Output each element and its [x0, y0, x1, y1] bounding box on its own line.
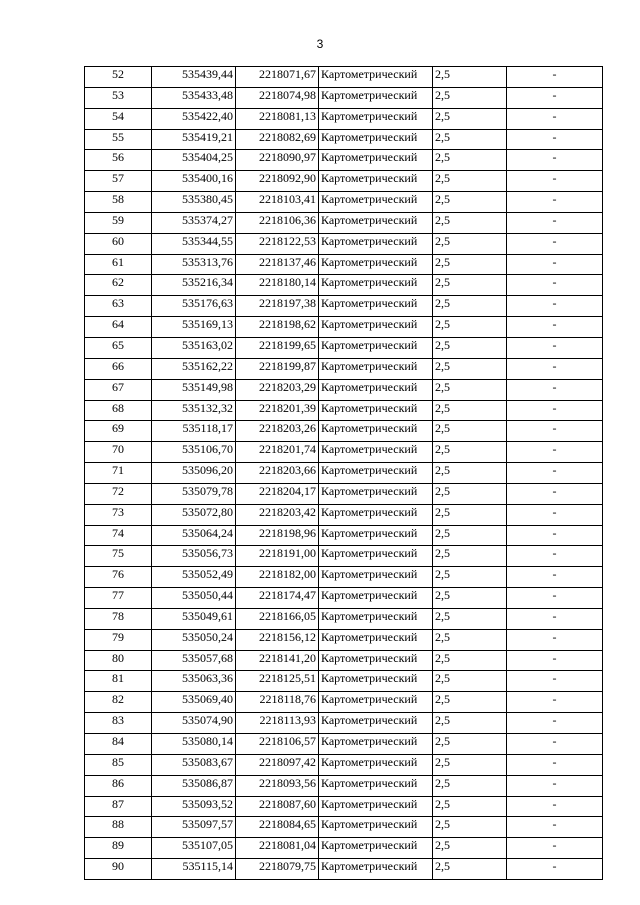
accuracy-cell: 2,5	[433, 296, 507, 317]
accuracy-cell: 2,5	[433, 150, 507, 171]
accuracy-cell: 2,5	[433, 379, 507, 400]
y-coordinate-cell: 2218082,69	[236, 129, 319, 150]
point-number-cell: 86	[85, 775, 152, 796]
x-coordinate-cell: 535093,52	[152, 796, 236, 817]
x-coordinate-cell: 535163,02	[152, 337, 236, 358]
note-cell: -	[507, 567, 603, 588]
accuracy-cell: 2,5	[433, 233, 507, 254]
point-number-cell: 53	[85, 87, 152, 108]
table-row	[85, 400, 603, 421]
note-cell: -	[507, 463, 603, 484]
y-coordinate-cell: 2218071,67	[236, 67, 319, 88]
table-row	[85, 754, 603, 775]
x-coordinate-cell: 535422,40	[152, 108, 236, 129]
note-cell: -	[507, 775, 603, 796]
point-number-cell: 90	[85, 859, 152, 880]
y-coordinate-cell: 2218174,47	[236, 588, 319, 609]
accuracy-cell: 2,5	[433, 692, 507, 713]
note-cell: -	[507, 588, 603, 609]
y-coordinate-cell: 2218125,51	[236, 671, 319, 692]
method-cell: Картометрический	[319, 421, 433, 442]
point-number-cell: 74	[85, 525, 152, 546]
point-number-cell: 84	[85, 734, 152, 755]
point-number-cell: 78	[85, 608, 152, 629]
x-coordinate-cell: 535380,45	[152, 192, 236, 213]
note-cell: -	[507, 358, 603, 379]
x-coordinate-cell: 535052,49	[152, 567, 236, 588]
point-number-cell: 71	[85, 463, 152, 484]
note-cell: -	[507, 67, 603, 88]
table-row	[85, 442, 603, 463]
method-cell: Картометрический	[319, 87, 433, 108]
note-cell: -	[507, 275, 603, 296]
table-row	[85, 504, 603, 525]
point-number-cell: 66	[85, 358, 152, 379]
note-cell: -	[507, 317, 603, 338]
accuracy-cell: 2,5	[433, 838, 507, 859]
table-row	[85, 129, 603, 150]
page-number: 3	[316, 37, 324, 51]
accuracy-cell: 2,5	[433, 567, 507, 588]
method-cell: Картометрический	[319, 483, 433, 504]
coordinates-table-body	[85, 67, 603, 880]
table-row	[85, 546, 603, 567]
x-coordinate-cell: 535049,61	[152, 608, 236, 629]
x-coordinate-cell: 535404,25	[152, 150, 236, 171]
accuracy-cell: 2,5	[433, 358, 507, 379]
y-coordinate-cell: 2218180,14	[236, 275, 319, 296]
method-cell: Картометрический	[319, 546, 433, 567]
note-cell: -	[507, 212, 603, 233]
note-cell: -	[507, 337, 603, 358]
note-cell: -	[507, 838, 603, 859]
method-cell: Картометрический	[319, 254, 433, 275]
note-cell: -	[507, 171, 603, 192]
x-coordinate-cell: 535419,21	[152, 129, 236, 150]
method-cell: Картометрический	[319, 775, 433, 796]
method-cell: Картометрический	[319, 859, 433, 880]
y-coordinate-cell: 2218203,42	[236, 504, 319, 525]
table-row	[85, 796, 603, 817]
x-coordinate-cell: 535433,48	[152, 87, 236, 108]
accuracy-cell: 2,5	[433, 608, 507, 629]
point-number-cell: 77	[85, 588, 152, 609]
table-row	[85, 775, 603, 796]
note-cell: -	[507, 754, 603, 775]
point-number-cell: 69	[85, 421, 152, 442]
method-cell: Картометрический	[319, 275, 433, 296]
note-cell: -	[507, 483, 603, 504]
y-coordinate-cell: 2218156,12	[236, 629, 319, 650]
y-coordinate-cell: 2218203,29	[236, 379, 319, 400]
accuracy-cell: 2,5	[433, 817, 507, 838]
point-number-cell: 67	[85, 379, 152, 400]
note-cell: -	[507, 546, 603, 567]
note-cell: -	[507, 233, 603, 254]
table-row	[85, 379, 603, 400]
accuracy-cell: 2,5	[433, 317, 507, 338]
note-cell: -	[507, 608, 603, 629]
note-cell: -	[507, 650, 603, 671]
table-row	[85, 650, 603, 671]
coordinates-table	[84, 66, 603, 880]
method-cell: Картометрический	[319, 608, 433, 629]
accuracy-cell: 2,5	[433, 400, 507, 421]
accuracy-cell: 2,5	[433, 67, 507, 88]
table-row	[85, 421, 603, 442]
method-cell: Картометрический	[319, 629, 433, 650]
y-coordinate-cell: 2218182,00	[236, 567, 319, 588]
point-number-cell: 81	[85, 671, 152, 692]
x-coordinate-cell: 535106,70	[152, 442, 236, 463]
y-coordinate-cell: 2218204,17	[236, 483, 319, 504]
x-coordinate-cell: 535149,98	[152, 379, 236, 400]
x-coordinate-cell: 535050,44	[152, 588, 236, 609]
accuracy-cell: 2,5	[433, 734, 507, 755]
y-coordinate-cell: 2218191,00	[236, 546, 319, 567]
note-cell: -	[507, 817, 603, 838]
point-number-cell: 63	[85, 296, 152, 317]
method-cell: Картометрический	[319, 129, 433, 150]
accuracy-cell: 2,5	[433, 463, 507, 484]
table-row	[85, 463, 603, 484]
x-coordinate-cell: 535083,67	[152, 754, 236, 775]
point-number-cell: 73	[85, 504, 152, 525]
y-coordinate-cell: 2218081,04	[236, 838, 319, 859]
point-number-cell: 61	[85, 254, 152, 275]
y-coordinate-cell: 2218203,26	[236, 421, 319, 442]
x-coordinate-cell: 535162,22	[152, 358, 236, 379]
y-coordinate-cell: 2218201,39	[236, 400, 319, 421]
note-cell: -	[507, 192, 603, 213]
x-coordinate-cell: 535118,17	[152, 421, 236, 442]
point-number-cell: 59	[85, 212, 152, 233]
y-coordinate-cell: 2218199,65	[236, 337, 319, 358]
accuracy-cell: 2,5	[433, 275, 507, 296]
accuracy-cell: 2,5	[433, 525, 507, 546]
point-number-cell: 52	[85, 67, 152, 88]
x-coordinate-cell: 535050,24	[152, 629, 236, 650]
point-number-cell: 80	[85, 650, 152, 671]
accuracy-cell: 2,5	[433, 171, 507, 192]
note-cell: -	[507, 108, 603, 129]
point-number-cell: 65	[85, 337, 152, 358]
method-cell: Картометрический	[319, 337, 433, 358]
method-cell: Картометрический	[319, 192, 433, 213]
y-coordinate-cell: 2218141,20	[236, 650, 319, 671]
accuracy-cell: 2,5	[433, 87, 507, 108]
table-row	[85, 734, 603, 755]
note-cell: -	[507, 692, 603, 713]
method-cell: Картометрический	[319, 567, 433, 588]
note-cell: -	[507, 713, 603, 734]
y-coordinate-cell: 2218137,46	[236, 254, 319, 275]
accuracy-cell: 2,5	[433, 129, 507, 150]
method-cell: Картометрический	[319, 108, 433, 129]
accuracy-cell: 2,5	[433, 796, 507, 817]
note-cell: -	[507, 150, 603, 171]
accuracy-cell: 2,5	[433, 254, 507, 275]
point-number-cell: 64	[85, 317, 152, 338]
y-coordinate-cell: 2218087,60	[236, 796, 319, 817]
point-number-cell: 55	[85, 129, 152, 150]
y-coordinate-cell: 2218081,13	[236, 108, 319, 129]
x-coordinate-cell: 535176,63	[152, 296, 236, 317]
note-cell: -	[507, 734, 603, 755]
method-cell: Картометрический	[319, 379, 433, 400]
y-coordinate-cell: 2218201,74	[236, 442, 319, 463]
table-row	[85, 317, 603, 338]
accuracy-cell: 2,5	[433, 442, 507, 463]
table-row	[85, 859, 603, 880]
point-number-cell: 79	[85, 629, 152, 650]
point-number-cell: 89	[85, 838, 152, 859]
x-coordinate-cell: 535057,68	[152, 650, 236, 671]
x-coordinate-cell: 535080,14	[152, 734, 236, 755]
method-cell: Картометрический	[319, 67, 433, 88]
x-coordinate-cell: 535344,55	[152, 233, 236, 254]
x-coordinate-cell: 535216,34	[152, 275, 236, 296]
y-coordinate-cell: 2218203,66	[236, 463, 319, 484]
note-cell: -	[507, 442, 603, 463]
y-coordinate-cell: 2218198,62	[236, 317, 319, 338]
method-cell: Картометрический	[319, 504, 433, 525]
point-number-cell: 88	[85, 817, 152, 838]
accuracy-cell: 2,5	[433, 629, 507, 650]
y-coordinate-cell: 2218084,65	[236, 817, 319, 838]
y-coordinate-cell: 2218122,53	[236, 233, 319, 254]
accuracy-cell: 2,5	[433, 421, 507, 442]
x-coordinate-cell: 535132,32	[152, 400, 236, 421]
method-cell: Картометрический	[319, 671, 433, 692]
point-number-cell: 82	[85, 692, 152, 713]
point-number-cell: 85	[85, 754, 152, 775]
point-number-cell: 68	[85, 400, 152, 421]
accuracy-cell: 2,5	[433, 212, 507, 233]
table-row	[85, 629, 603, 650]
x-coordinate-cell: 535086,87	[152, 775, 236, 796]
y-coordinate-cell: 2218118,76	[236, 692, 319, 713]
point-number-cell: 83	[85, 713, 152, 734]
y-coordinate-cell: 2218093,56	[236, 775, 319, 796]
method-cell: Картометрический	[319, 296, 433, 317]
method-cell: Картометрический	[319, 754, 433, 775]
y-coordinate-cell: 2218079,75	[236, 859, 319, 880]
note-cell: -	[507, 629, 603, 650]
point-number-cell: 70	[85, 442, 152, 463]
method-cell: Картометрический	[319, 317, 433, 338]
method-cell: Картометрический	[319, 838, 433, 859]
method-cell: Картометрический	[319, 442, 433, 463]
accuracy-cell: 2,5	[433, 713, 507, 734]
note-cell: -	[507, 421, 603, 442]
point-number-cell: 60	[85, 233, 152, 254]
accuracy-cell: 2,5	[433, 650, 507, 671]
table-row	[85, 838, 603, 859]
x-coordinate-cell: 535079,78	[152, 483, 236, 504]
table-row	[85, 671, 603, 692]
method-cell: Картометрический	[319, 525, 433, 546]
point-number-cell: 58	[85, 192, 152, 213]
table-row	[85, 483, 603, 504]
accuracy-cell: 2,5	[433, 337, 507, 358]
x-coordinate-cell: 535096,20	[152, 463, 236, 484]
accuracy-cell: 2,5	[433, 108, 507, 129]
method-cell: Картометрический	[319, 713, 433, 734]
table-row	[85, 192, 603, 213]
accuracy-cell: 2,5	[433, 546, 507, 567]
point-number-cell: 72	[85, 483, 152, 504]
y-coordinate-cell: 2218090,97	[236, 150, 319, 171]
x-coordinate-cell: 535097,57	[152, 817, 236, 838]
table-row	[85, 212, 603, 233]
note-cell: -	[507, 296, 603, 317]
y-coordinate-cell: 2218113,93	[236, 713, 319, 734]
accuracy-cell: 2,5	[433, 483, 507, 504]
accuracy-cell: 2,5	[433, 192, 507, 213]
table-row	[85, 150, 603, 171]
x-coordinate-cell: 535107,05	[152, 838, 236, 859]
x-coordinate-cell: 535063,36	[152, 671, 236, 692]
y-coordinate-cell: 2218074,98	[236, 87, 319, 108]
x-coordinate-cell: 535313,76	[152, 254, 236, 275]
point-number-cell: 54	[85, 108, 152, 129]
accuracy-cell: 2,5	[433, 775, 507, 796]
table-row	[85, 608, 603, 629]
point-number-cell: 56	[85, 150, 152, 171]
point-number-cell: 87	[85, 796, 152, 817]
table-row	[85, 567, 603, 588]
method-cell: Картометрический	[319, 400, 433, 421]
table-row	[85, 817, 603, 838]
method-cell: Картометрический	[319, 650, 433, 671]
y-coordinate-cell: 2218199,87	[236, 358, 319, 379]
table-row	[85, 296, 603, 317]
accuracy-cell: 2,5	[433, 588, 507, 609]
point-number-cell: 62	[85, 275, 152, 296]
x-coordinate-cell: 535169,13	[152, 317, 236, 338]
method-cell: Картометрический	[319, 463, 433, 484]
x-coordinate-cell: 535056,73	[152, 546, 236, 567]
note-cell: -	[507, 671, 603, 692]
note-cell: -	[507, 129, 603, 150]
y-coordinate-cell: 2218103,41	[236, 192, 319, 213]
note-cell: -	[507, 379, 603, 400]
accuracy-cell: 2,5	[433, 859, 507, 880]
table-row	[85, 358, 603, 379]
note-cell: -	[507, 400, 603, 421]
y-coordinate-cell: 2218197,38	[236, 296, 319, 317]
x-coordinate-cell: 535064,24	[152, 525, 236, 546]
x-coordinate-cell: 535374,27	[152, 212, 236, 233]
method-cell: Картометрический	[319, 734, 433, 755]
method-cell: Картометрический	[319, 796, 433, 817]
method-cell: Картометрический	[319, 233, 433, 254]
x-coordinate-cell: 535115,14	[152, 859, 236, 880]
note-cell: -	[507, 504, 603, 525]
method-cell: Картометрический	[319, 588, 433, 609]
note-cell: -	[507, 87, 603, 108]
method-cell: Картометрический	[319, 212, 433, 233]
note-cell: -	[507, 254, 603, 275]
accuracy-cell: 2,5	[433, 504, 507, 525]
y-coordinate-cell: 2218092,90	[236, 171, 319, 192]
table-row	[85, 254, 603, 275]
table-row	[85, 588, 603, 609]
table-row	[85, 87, 603, 108]
x-coordinate-cell: 535072,80	[152, 504, 236, 525]
note-cell: -	[507, 525, 603, 546]
method-cell: Картометрический	[319, 171, 433, 192]
x-coordinate-cell: 535074,90	[152, 713, 236, 734]
table-row	[85, 67, 603, 88]
x-coordinate-cell: 535439,44	[152, 67, 236, 88]
method-cell: Картометрический	[319, 358, 433, 379]
point-number-cell: 57	[85, 171, 152, 192]
table-row	[85, 692, 603, 713]
accuracy-cell: 2,5	[433, 754, 507, 775]
point-number-cell: 75	[85, 546, 152, 567]
table-row	[85, 275, 603, 296]
y-coordinate-cell: 2218106,57	[236, 734, 319, 755]
method-cell: Картометрический	[319, 817, 433, 838]
table-row	[85, 108, 603, 129]
method-cell: Картометрический	[319, 150, 433, 171]
note-cell: -	[507, 796, 603, 817]
y-coordinate-cell: 2218166,05	[236, 608, 319, 629]
point-number-cell: 76	[85, 567, 152, 588]
accuracy-cell: 2,5	[433, 671, 507, 692]
note-cell: -	[507, 859, 603, 880]
table-row	[85, 233, 603, 254]
table-row	[85, 337, 603, 358]
table-row	[85, 171, 603, 192]
method-cell: Картометрический	[319, 692, 433, 713]
table-row	[85, 525, 603, 546]
table-row	[85, 713, 603, 734]
y-coordinate-cell: 2218106,36	[236, 212, 319, 233]
x-coordinate-cell: 535400,16	[152, 171, 236, 192]
y-coordinate-cell: 2218198,96	[236, 525, 319, 546]
x-coordinate-cell: 535069,40	[152, 692, 236, 713]
y-coordinate-cell: 2218097,42	[236, 754, 319, 775]
